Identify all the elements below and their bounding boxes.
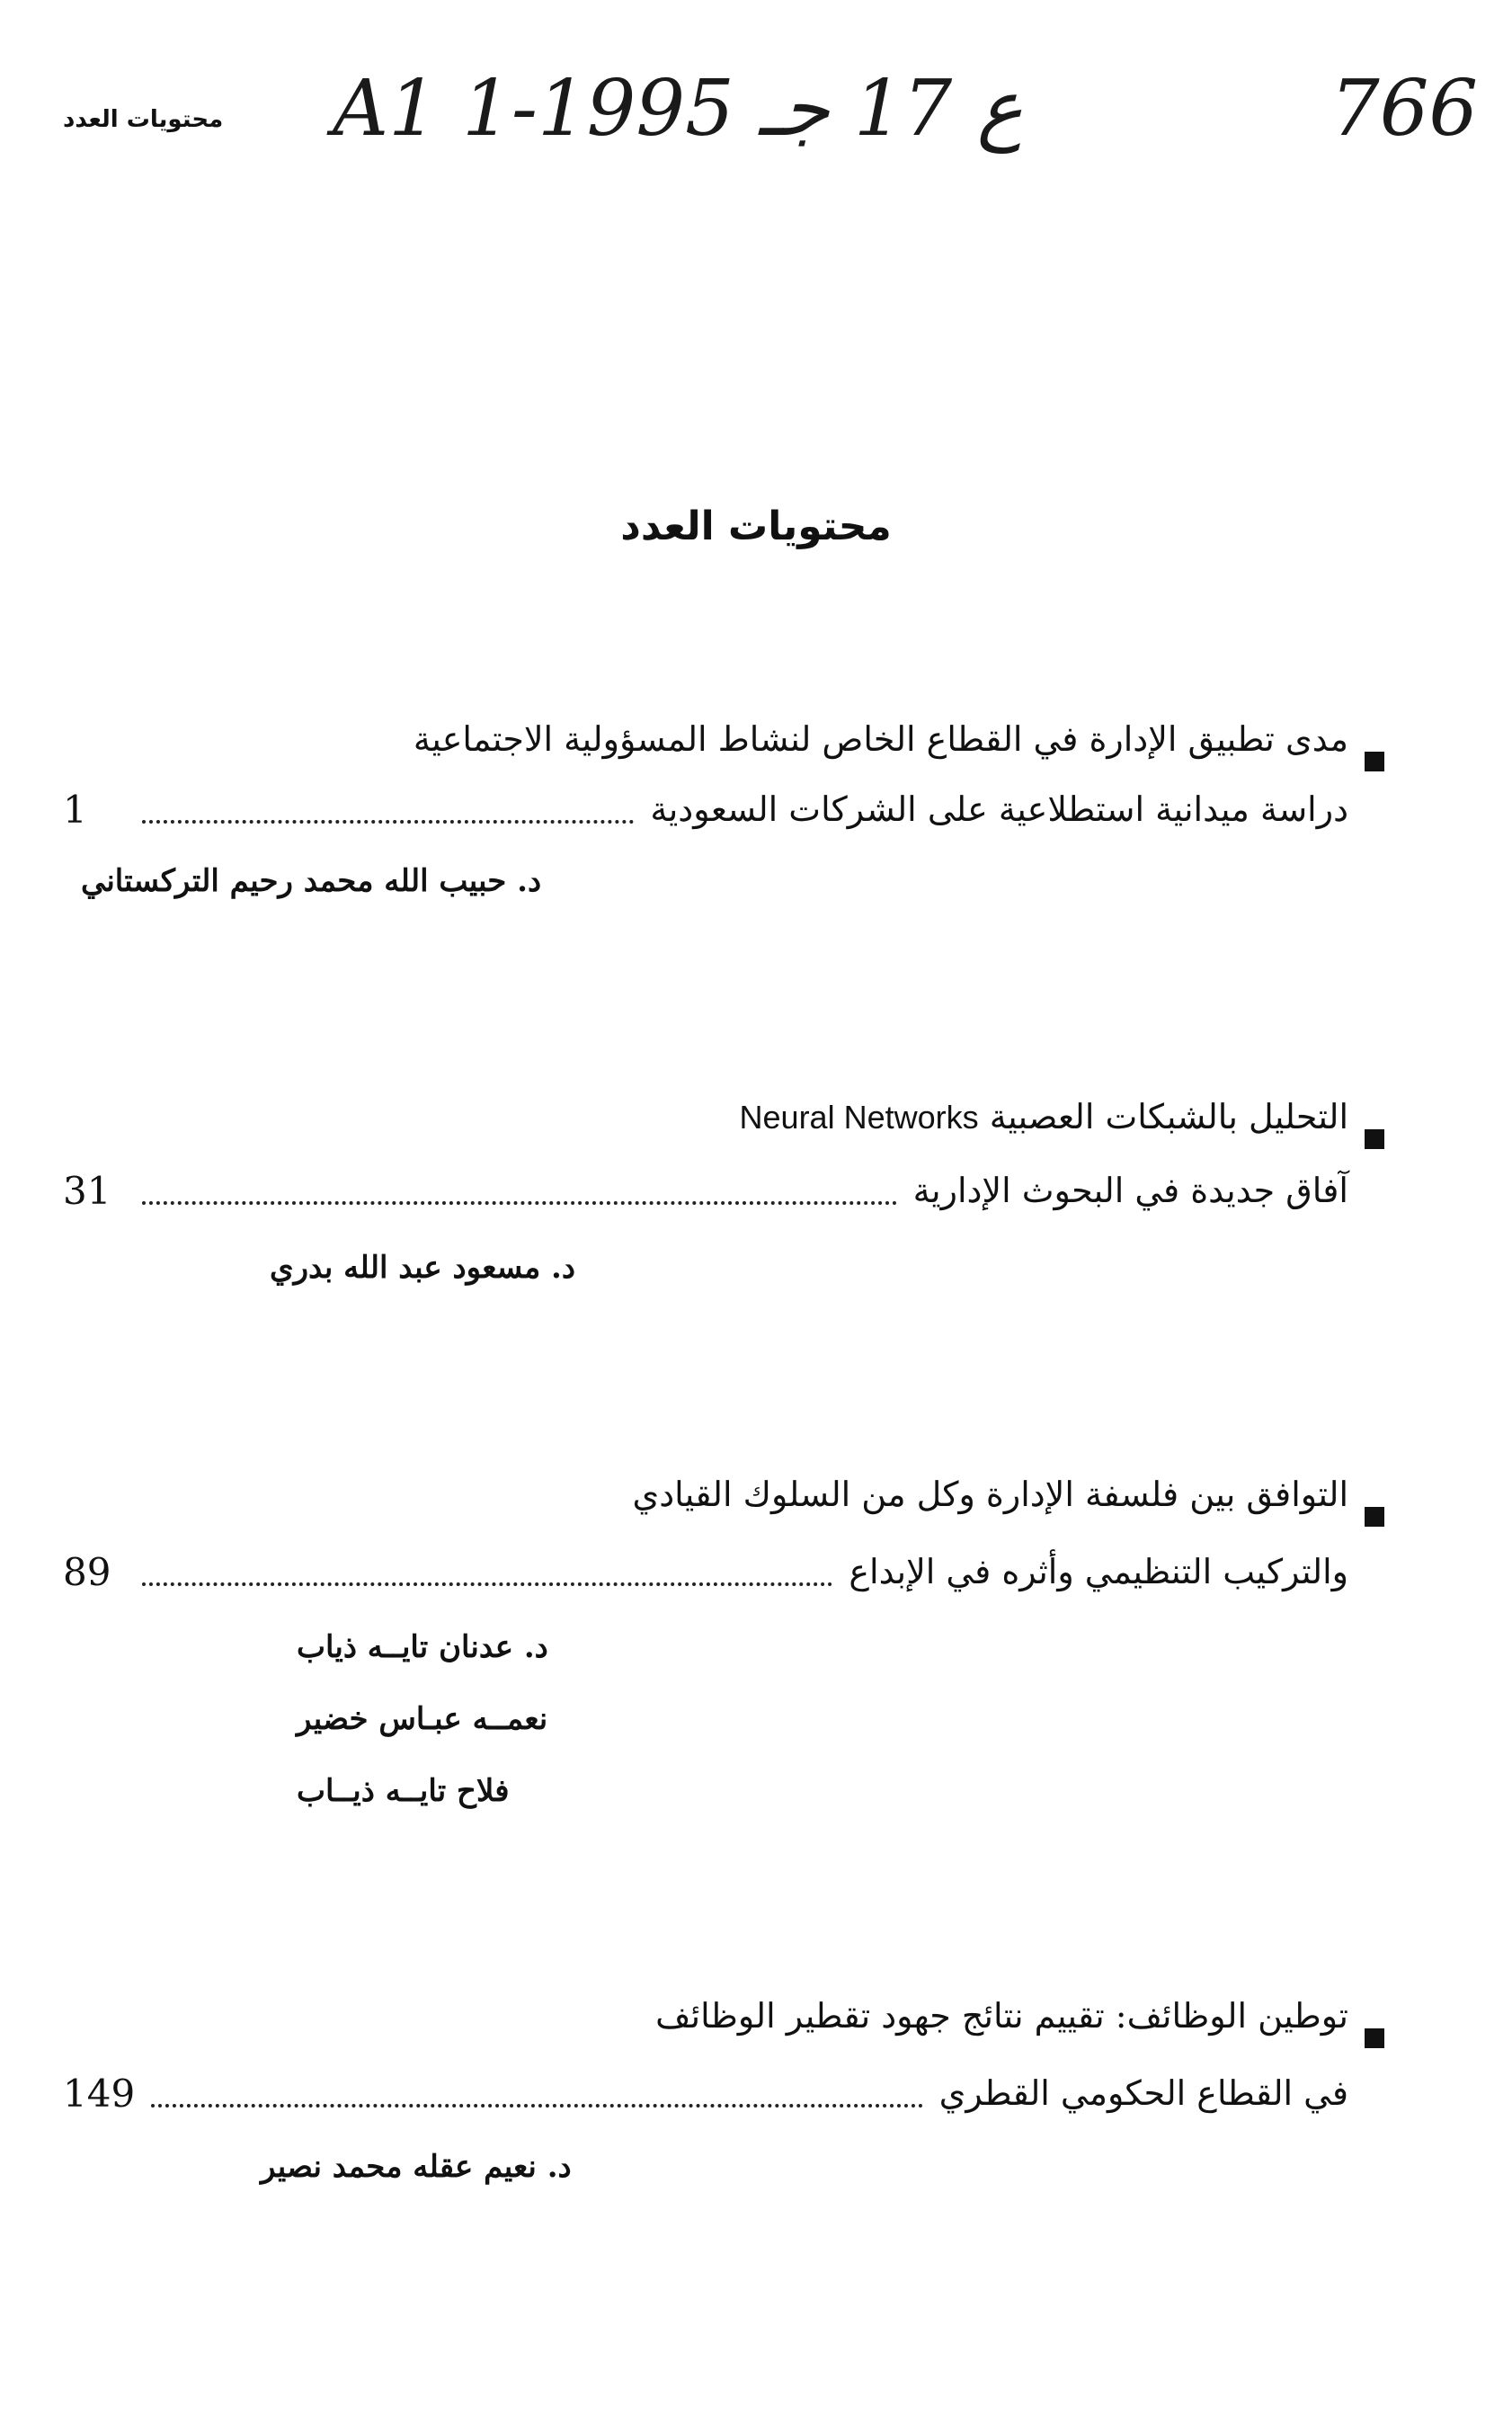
page-number: 149 — [63, 2071, 136, 2116]
handwritten-note: A1 1-ع 17 جـ 1995 — [333, 64, 1023, 154]
handwritten-number: 766 — [1330, 64, 1479, 154]
handwritten-annotation — [324, 36, 1510, 171]
entry-title: التحليل بالشبكات العصبية — [989, 1097, 1348, 1136]
bullet-icon — [1365, 2028, 1384, 2048]
bullet-icon — [1365, 1129, 1384, 1149]
page-number: 31 — [63, 1168, 111, 1213]
leader-dots — [151, 2079, 922, 2108]
toc-entry-4[interactable] — [63, 1996, 1384, 2221]
entry-title: توطين الوظائف: تقييم نتائج جهود تقطير الوظائف — [655, 1996, 1348, 2036]
author: فلاح تايــه ذيــاب — [297, 1773, 510, 1809]
page-number: 1 — [63, 787, 87, 832]
page-title: محتويات العدد — [620, 504, 892, 549]
author: د. نعيم عقله محمد نصير — [261, 2149, 572, 2185]
page-number: 89 — [63, 1549, 111, 1594]
leader-dots — [142, 1176, 897, 1205]
entry-title: التوافق بين فلسفة الإدارة وكل من السلوك القيادي — [632, 1475, 1348, 1514]
running-header: محتويات العدد — [63, 106, 224, 133]
leader-dots — [142, 1557, 832, 1586]
entry-title-latin: Neural Networks — [739, 1099, 979, 1136]
entry-subtitle: آفاق جديدة في البحوث الإدارية — [912, 1171, 1348, 1210]
bullet-icon — [1365, 1507, 1384, 1527]
toc-entry-3[interactable] — [63, 1475, 1384, 1834]
bullet-icon — [1365, 752, 1384, 771]
entry-title: مدى تطبيق الإدارة في القطاع الخاص لنشاط المسؤولية الاجتماعية — [413, 719, 1348, 759]
entry-subtitle: والتركيب التنظيمي وأثره في الإبداع — [849, 1552, 1348, 1591]
author: نعمــه عبـاس خضير — [297, 1701, 548, 1737]
leader-dots — [142, 795, 634, 824]
entry-title-row — [740, 1097, 1348, 1136]
toc-entry-1[interactable] — [63, 719, 1384, 935]
entry-subtitle: دراسة ميدانية استطلاعية على الشركات السعودية — [650, 789, 1348, 829]
entry-subtitle: في القطاع الحكومي القطري — [938, 2073, 1348, 2113]
toc-entry-2[interactable] — [63, 1097, 1384, 1313]
author: د. مسعود عبد الله بدري — [270, 1250, 575, 1286]
author: د. عدنان تايــه ذياب — [297, 1629, 548, 1665]
author: د. حبيب الله محمد رحيم التركستاني — [81, 863, 542, 899]
